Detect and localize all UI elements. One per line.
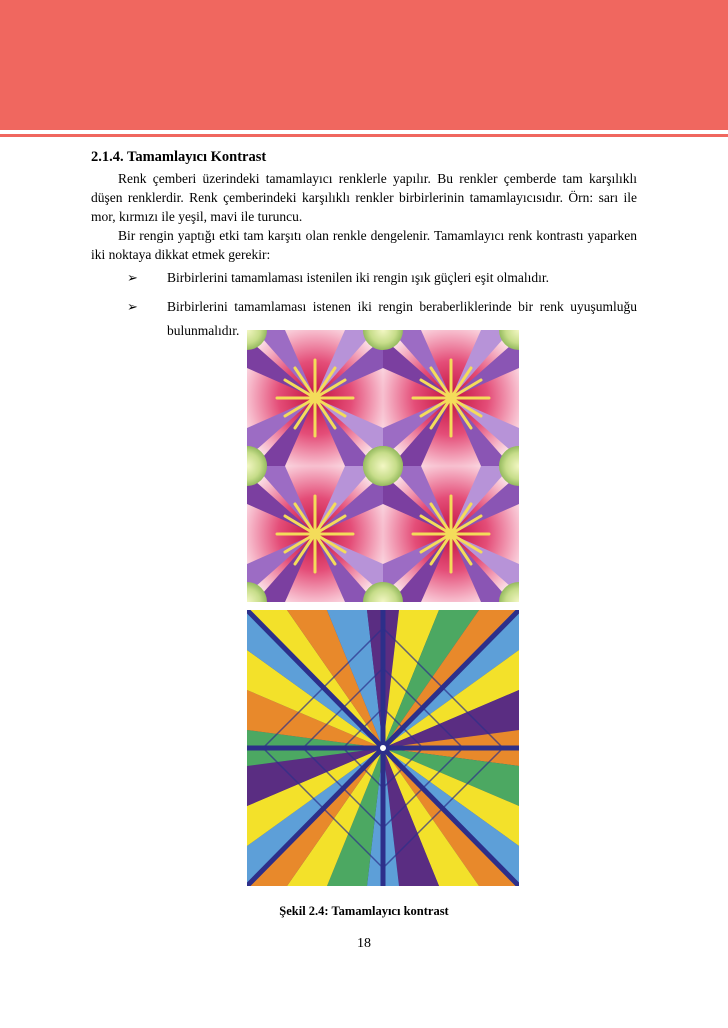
- header-band: [0, 0, 728, 130]
- arrow-bullet-icon: ➢: [127, 299, 138, 314]
- bullet-text-2: Birbirlerini tamamlaması istenen iki rengin beraberliklerinde bir renk uyuşumluğu bulunmalıdır.: [167, 299, 637, 338]
- paragraph-2: Bir rengin yaptığı etki tam karşıtı olan renkle dengelenir. Tamamlayıcı renk kontrastı yaparken iki noktaya dikkat etmek gerekir:: [91, 228, 637, 262]
- list-item: [91, 266, 637, 290]
- text-block: [91, 148, 637, 348]
- flower-painting-image: [247, 330, 519, 602]
- paragraph-1: Renk çemberi üzerindeki tamamlayıcı renklerle yapılır. Bu renkler çemberde tam karşılıklı düşen renklerdir. Renk çemberindeki karşılıklı renkler birbirlerinin tamamlayıcısıdır. Örn: sarı ile mor, kırmızı ile yeşil, mavi ile turuncu.: [91, 171, 637, 224]
- bullet-text-1: Birbirlerini tamamlaması istenilen iki rengin ışık güçleri eşit olmalıdır.: [167, 270, 550, 285]
- page-number: 18: [357, 936, 371, 951]
- header-rule: [0, 134, 728, 137]
- geometric-painting-image: [247, 610, 519, 886]
- arrow-bullet-icon: ➢: [127, 270, 138, 285]
- figure-caption: Şekil 2.4: Tamamlayıcı kontrast: [279, 904, 449, 918]
- section-heading: 2.1.4. Tamamlayıcı Kontrast: [91, 149, 267, 165]
